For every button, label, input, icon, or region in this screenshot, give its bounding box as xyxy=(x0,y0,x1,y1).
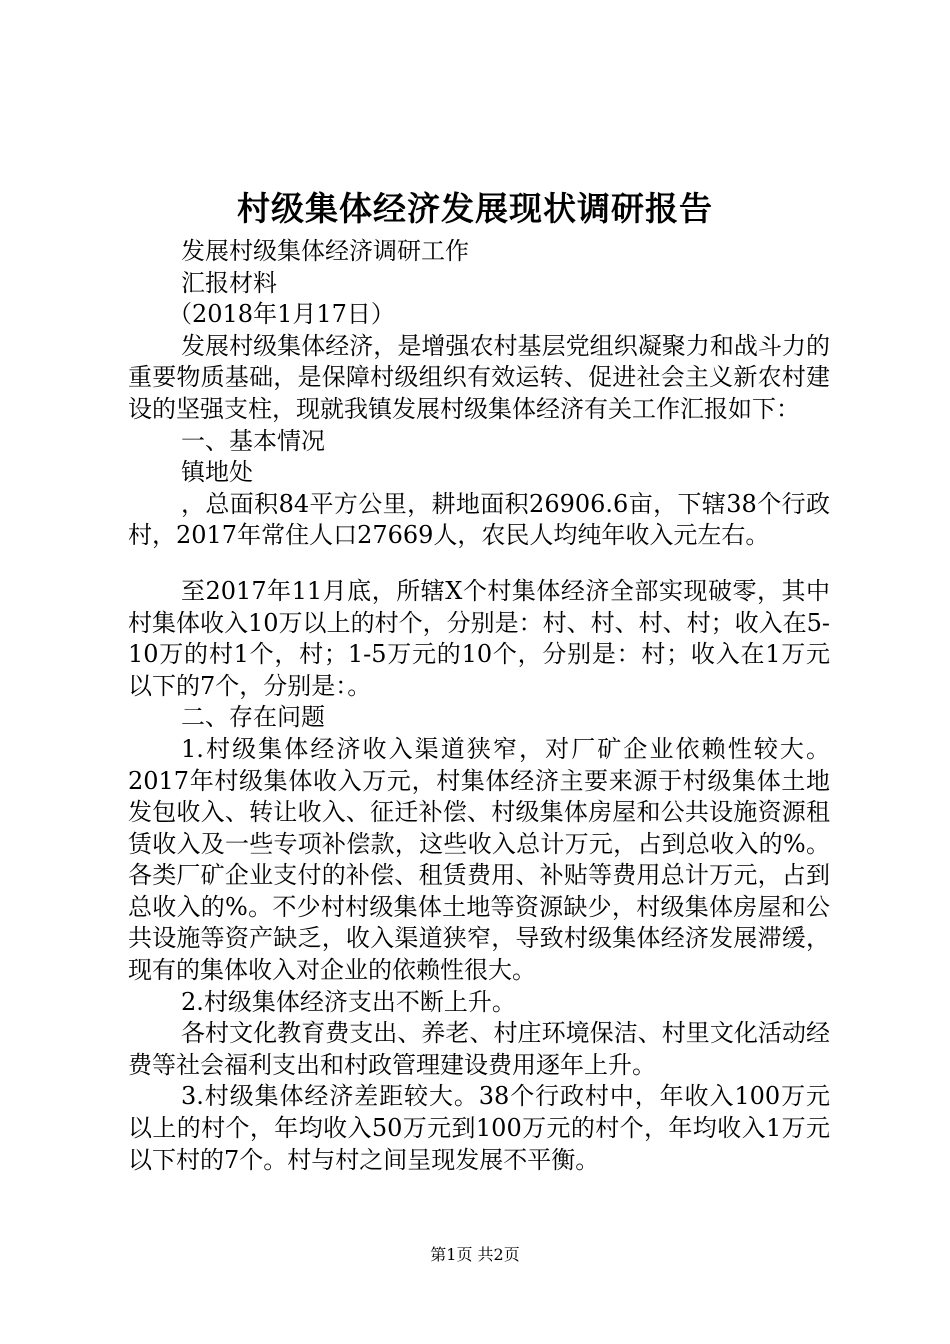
subtitle-line: 汇报材料 xyxy=(181,268,277,297)
page-footer: 第1页 共2页 xyxy=(430,1245,520,1264)
document-body xyxy=(128,236,830,1176)
body-paragraph: ，总面积84平方公里，耕地面积26906.6亩，下辖38个行政村，2017年常住人口27669人，农民人均纯年收入元左右。 xyxy=(128,489,830,550)
date-line: （2018年1月17日） xyxy=(168,300,395,329)
paragraph-gap xyxy=(128,552,830,576)
body-paragraph: 3.村级集体经济差距较大。38个行政村中，年收入100万元以上的村个，年均收入50万元到100万元的村个，年均收入1万元以下村的7个。村与村之间呈现发展不平衡。 xyxy=(128,1082,830,1174)
subtitle-line: 发展村级集体经济调研工作 xyxy=(181,237,469,265)
body-paragraph: 1.村级集体经济收入渠道狭窄，对厂矿企业依赖性较大。2017年村级集体收入万元，村集体经济主要来源于村级集体土地发包收入、转让收入、征迁补偿、村级集体房屋和公共设施资源租赁收入及一些专项补偿款，这些收入总计万元，占到总收入的%。各类厂矿企业支付的补偿、租赁费用、补贴等费用总计万元，占到总收入的%。不少村村级集体土地等资源缺少，村级集体房屋和公共设施等资产缺乏，收入渠道狭窄，导致村级集体经济发展滞缓，现有的集体收入对企业的依赖性很大。 xyxy=(128,734,830,985)
document-title: 村级集体经济发展现状调研报告 xyxy=(237,189,713,228)
section-heading: 二、存在问题 xyxy=(181,703,325,732)
intro-paragraph: 发展村级集体经济，是增强农村基层党组织凝聚力和战斗力的重要物质基础，是保障村级组织有效运转、促进社会主义新农村建设的坚强支柱，现就我镇发展村级集体经济有关工作汇报如下： xyxy=(128,331,830,423)
body-paragraph: 镇地处 xyxy=(181,458,253,487)
section-heading: 一、基本情况 xyxy=(181,426,325,455)
body-paragraph: 各村文化教育费支出、养老、村庄环境保洁、村里文化活动经费等社会福利支出和村政管理建设费用逐年上升。 xyxy=(128,1019,830,1079)
body-paragraph: 2.村级集体经济支出不断上升。 xyxy=(181,987,516,1016)
body-paragraph: 至2017年11月底，所辖X个村集体经济全部实现破零，其中村集体收入10万以上的村个，分别是：村、村、村、村；收入在5-10万的村1个，村；1-5万元的10个，分别是：村；收入在1万元以下的7个，分别是：。 xyxy=(128,576,830,700)
